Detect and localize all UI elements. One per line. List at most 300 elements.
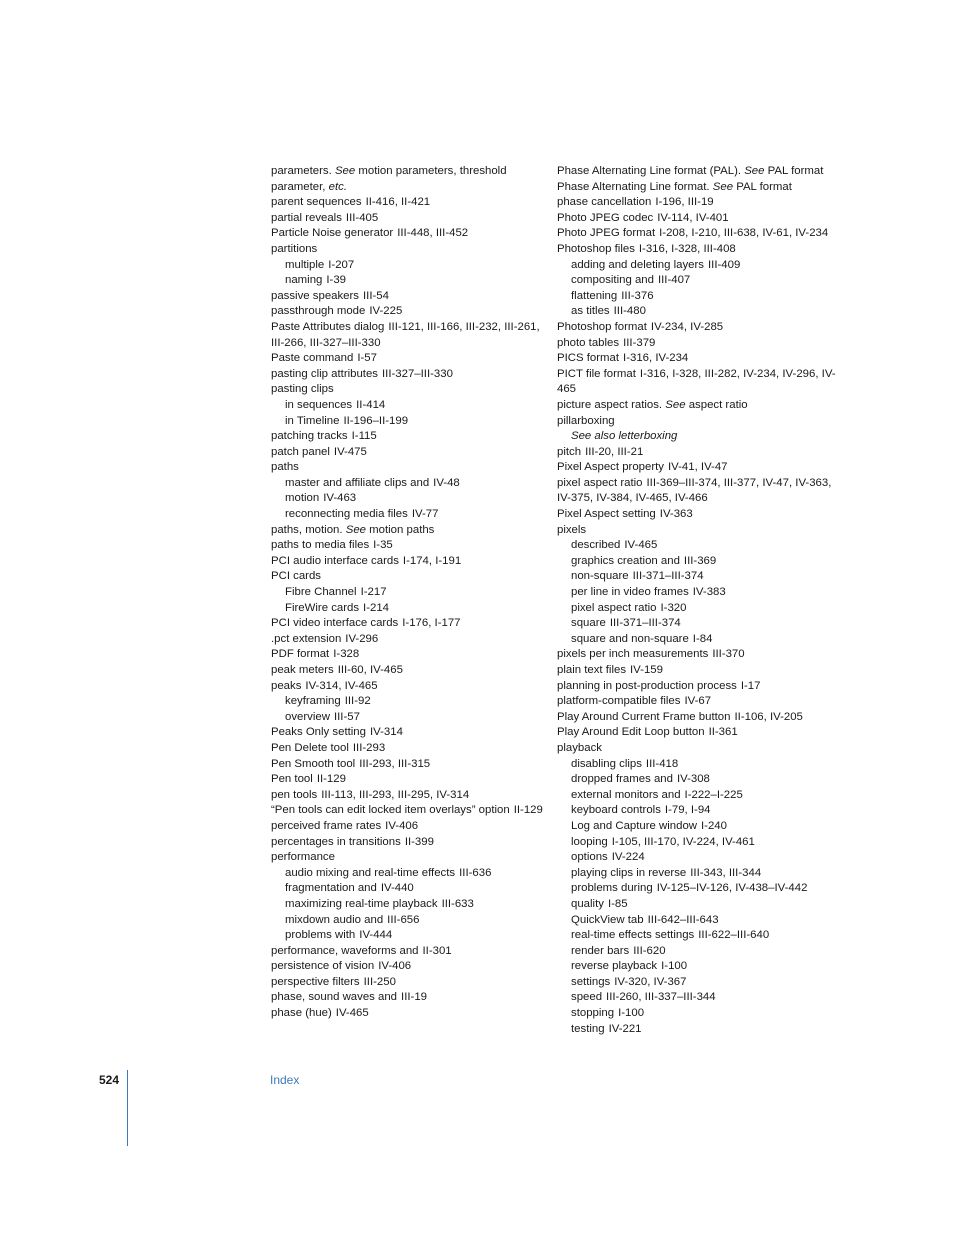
entry-text: PCI video interface cards [271, 617, 399, 630]
index-entry [557, 226, 847, 242]
entry-text: PCI cards [271, 570, 322, 583]
page-locator: IV-48 [433, 476, 460, 489]
entry-text: Phase Alternating Line format (PAL). [557, 165, 745, 177]
index-subentry [557, 881, 847, 897]
entry-text: audio mixing and real-time effects [285, 866, 456, 879]
entry-text: playing clips in reverse [571, 866, 687, 879]
page-locator: I-207 [328, 258, 355, 271]
page-locator: I-17 [740, 679, 761, 692]
index-column-right [557, 164, 847, 1037]
entry-text: performance, waveforms and [271, 944, 419, 957]
index-entry [271, 226, 556, 242]
index-subentry [557, 772, 847, 788]
index-subentry [271, 491, 556, 507]
page-locator: IV-314 [369, 726, 403, 739]
entry-text: persistence of vision [271, 960, 375, 973]
index-subentry [557, 835, 847, 851]
index-entry [557, 710, 847, 726]
index-entry [271, 959, 556, 975]
page-locator: III-369–III-374, III-377, IV-47, IV-363, IV-375, IV-384, IV-465, IV-466 [557, 476, 832, 505]
entry-text: speed [571, 991, 603, 1004]
index-subentry [557, 990, 847, 1006]
entry-text: performance [271, 851, 335, 864]
index-subentry [557, 289, 847, 305]
entry-text: See [744, 165, 765, 177]
index-entry [557, 663, 847, 679]
entry-text: Log and Capture window [571, 819, 698, 832]
entry-text: Particle Noise generator [271, 227, 394, 240]
index-entry [271, 647, 556, 663]
entry-text: Pixel Aspect setting [557, 508, 656, 521]
page-locator: IV-463 [323, 492, 357, 505]
entry-text: patch panel [271, 445, 330, 458]
index-subentry [271, 928, 556, 944]
index-subentry [557, 866, 847, 882]
index-subentry [557, 1022, 847, 1038]
page-locator: III-19 [401, 991, 427, 1004]
entry-text: maximizing real-time playback [285, 897, 438, 910]
page-locator: III-327–III-330 [382, 367, 453, 380]
entry-text: in Timeline [285, 414, 340, 427]
index-entry [557, 507, 847, 523]
index-subentry [271, 694, 556, 710]
index-entry [271, 1006, 556, 1022]
index-subentry [557, 975, 847, 991]
index-subentry [557, 928, 847, 944]
entry-text: Pen Smooth tool [271, 757, 356, 770]
index-subentry [271, 258, 556, 274]
index-entry [557, 398, 847, 414]
index-entry [271, 990, 556, 1006]
entry-text: pillarboxing [557, 414, 615, 427]
index-subentry [271, 585, 556, 601]
entry-text: Paste Attributes dialog [271, 320, 385, 333]
page-locator: IV-114, IV-401 [657, 211, 729, 224]
page-locator: IV-159 [630, 664, 663, 676]
page-locator: IV-406 [378, 960, 412, 973]
page-locator: I-100 [618, 1007, 645, 1020]
entry-text: perceived frame rates [271, 819, 382, 832]
entry-text: flattening [571, 289, 618, 302]
index-entry [271, 803, 556, 819]
entry-text: overview [285, 710, 330, 723]
index-entry [271, 725, 556, 741]
page-locator: IV-440 [380, 882, 414, 895]
entry-text: paths [271, 461, 299, 474]
page-locator: III-642–III-643 [647, 913, 719, 926]
page-locator: IV-296 [345, 632, 379, 645]
page-locator: III-54 [363, 289, 389, 302]
index-entry [557, 523, 847, 539]
page-locator: III-370 [712, 648, 745, 661]
index-entry [557, 164, 847, 180]
page-locator: II-301 [422, 944, 452, 957]
page-locator: IV-406 [385, 819, 419, 832]
entry-text: picture aspect ratios. [557, 398, 666, 411]
entry-text: Photoshop files [557, 242, 635, 255]
page-locator: IV-465 [624, 539, 658, 552]
page-locator: II-106, IV-205 [734, 710, 803, 723]
entry-text: “Pen tools can edit locked item overlays” option [271, 804, 510, 817]
index-entry [557, 460, 847, 476]
entry-text: PICT file format [557, 367, 636, 380]
index-subentry [557, 273, 847, 289]
entry-text: photo tables [557, 336, 620, 349]
index-entry [271, 975, 556, 991]
entry-text: pasting clip attributes [271, 367, 379, 380]
entry-text: peaks [271, 679, 302, 692]
page-locator: III-622–III-640 [698, 929, 770, 942]
index-entry [557, 180, 847, 196]
page-locator: III-92 [344, 695, 371, 708]
index-entry [271, 523, 556, 539]
entry-text: See [345, 523, 366, 536]
entry-text: Play Around Edit Loop button [557, 726, 705, 739]
entry-text: in sequences [285, 398, 353, 411]
entry-text: dropped frames and [571, 773, 673, 786]
index-entry [557, 647, 847, 663]
page-locator: I-174, I-191 [402, 554, 462, 567]
index-entry [557, 476, 847, 507]
index-subentry [271, 913, 556, 929]
page-locator: IV-67 [684, 695, 712, 708]
page-locator: I-217 [360, 586, 387, 599]
index-column-left [271, 164, 556, 1022]
index-entry [271, 663, 556, 679]
index-entry [557, 351, 847, 367]
page-locator: IV-320, IV-367 [614, 975, 687, 988]
index-entry [271, 741, 556, 757]
page-locator: IV-125–IV-126, IV-438–IV-442 [656, 882, 808, 895]
entry-text: problems during [571, 882, 653, 895]
entry-text: Phase Alternating Line format. [557, 180, 713, 193]
entry-text: Photo JPEG format [557, 227, 656, 240]
entry-text: planning in post-production process [557, 679, 737, 692]
index-subentry [557, 304, 847, 320]
entry-text: aspect ratio [685, 398, 748, 411]
page-locator: III-113, III-293, III-295, IV-314 [321, 788, 470, 801]
page-locator: IV-444 [359, 929, 393, 942]
page-locator: III-371–III-374 [609, 617, 681, 630]
index-entry [271, 819, 556, 835]
entry-text: pixel aspect ratio [571, 601, 657, 614]
page-locator: II-196–II-199 [343, 414, 409, 427]
index-subentry [557, 258, 847, 274]
page-locator: I-316, I-328, III-408 [638, 242, 736, 255]
page-locator: III-656 [387, 913, 420, 926]
page-locator: III-480 [613, 305, 646, 318]
index-entry [271, 445, 556, 461]
index-entry [557, 694, 847, 710]
index-entry [271, 554, 556, 570]
index-subentry [271, 414, 556, 430]
page-locator: IV-41, IV-47 [668, 461, 728, 474]
page-locator: IV-308 [676, 773, 710, 786]
entry-text: PICS format [557, 352, 620, 365]
entry-text: keyboard controls [571, 804, 661, 817]
index-entry [271, 351, 556, 367]
index-entry [557, 336, 847, 352]
entry-text: Pen tool [271, 773, 313, 786]
entry-text: QuickView tab [571, 913, 644, 926]
index-subentry [271, 866, 556, 882]
entry-text: playback [557, 741, 602, 754]
entry-text: peak meters [271, 664, 334, 676]
index-entry [557, 414, 847, 430]
entry-text: naming [285, 274, 323, 287]
entry-text: pixels [557, 523, 587, 536]
page-locator: III-60, IV-465 [337, 664, 403, 676]
entry-text: PAL format [733, 180, 792, 193]
index-entry [271, 429, 556, 445]
index-entry [557, 725, 847, 741]
index-entry [271, 569, 556, 585]
entry-text: paths to media files [271, 539, 370, 552]
index-subentry [557, 757, 847, 773]
entry-text: testing [571, 1022, 605, 1035]
entry-text: described [571, 539, 621, 552]
index-entry [271, 788, 556, 804]
index-entry [271, 835, 556, 851]
index-subentry [271, 507, 556, 523]
page-locator: III-293 [352, 741, 386, 754]
page-locator: I-328 [333, 648, 360, 661]
page-locator: I-208, I-210, III-638, IV-61, IV-234 [659, 227, 829, 240]
index-entry [557, 367, 847, 398]
index-entry [557, 679, 847, 695]
entry-text: reconnecting media files [285, 508, 408, 521]
index-subentry [557, 913, 847, 929]
page-locator: I-214 [363, 601, 390, 614]
index-entry [271, 460, 556, 476]
index-entry [271, 772, 556, 788]
entry-text: options [571, 851, 608, 864]
entry-text: phase (hue) [271, 1007, 332, 1020]
page-locator: I-79, I-94 [664, 804, 711, 817]
page-locator: I-316, I-328, III-282, IV-234, IV-296, IV-465 [557, 367, 836, 396]
entry-text: See [334, 165, 356, 177]
entry-text: Photoshop format [557, 320, 647, 333]
entry-text: passthrough mode [271, 305, 366, 318]
index-entry [557, 211, 847, 227]
page-locator: III-620 [633, 944, 666, 957]
page-locator: II-129 [316, 773, 346, 786]
entry-text: phase, sound waves and [271, 991, 398, 1004]
index-entry [271, 195, 556, 211]
entry-text: render bars [571, 944, 630, 957]
index-entry [271, 367, 556, 383]
entry-text: settings [571, 975, 611, 988]
entry-text: looping [571, 835, 608, 848]
entry-text: See [712, 180, 734, 193]
entry-text: stopping [571, 1007, 615, 1020]
index-entry [271, 242, 556, 258]
entry-text: .pct extension [271, 632, 342, 645]
page-locator: III-369 [683, 554, 717, 567]
entry-text: PAL format [764, 165, 824, 177]
entry-text: etc. [328, 180, 347, 193]
entry-text: square and non-square [571, 632, 689, 645]
page-number: 524 [99, 1073, 120, 1087]
page-locator: III-636 [459, 866, 492, 879]
index-entry [557, 242, 847, 258]
page-locator: I-115 [351, 430, 377, 443]
entry-text: patching tracks [271, 430, 348, 443]
entry-text: pen tools [271, 788, 318, 801]
entry-text: Fibre Channel [285, 586, 357, 599]
page-locator: I-57 [357, 352, 377, 365]
index-subentry [557, 1006, 847, 1022]
index-entry [557, 320, 847, 336]
entry-text: square [571, 617, 606, 630]
page-locator: III-293, III-315 [359, 757, 431, 770]
page-locator: II-361 [708, 726, 738, 739]
index-subentry [557, 554, 847, 570]
index-entry [271, 164, 556, 195]
index-subentry [557, 959, 847, 975]
index-entry [271, 944, 556, 960]
entry-text: platform-compatible files [557, 695, 681, 708]
page-locator: III-379 [623, 336, 656, 349]
entry-text: paths, motion. [271, 523, 346, 536]
index-subentry [557, 944, 847, 960]
page-locator: IV-314, IV-465 [305, 679, 378, 692]
index-entry [271, 289, 556, 305]
entry-text: pasting clips [271, 383, 334, 396]
index-subentry [557, 632, 847, 648]
entry-text: motion paths [366, 523, 435, 536]
page-locator: III-371–III-374 [632, 570, 704, 583]
entry-text: percentages in transitions [271, 835, 401, 848]
page-locator: I-84 [692, 632, 713, 645]
entry-text: perspective filters [271, 975, 360, 988]
entry-text: partial reveals [271, 211, 342, 224]
page-locator: II-399 [404, 835, 434, 848]
index-entry [557, 445, 847, 461]
index-subentry [271, 398, 556, 414]
index-entry [271, 757, 556, 773]
entry-text: adding and deleting layers [571, 258, 704, 271]
index-entry [271, 304, 556, 320]
page-locator: I-100 [661, 960, 688, 973]
entry-text: phase cancellation [557, 196, 652, 209]
index-subentry [557, 616, 847, 632]
page-locator: IV-77 [411, 508, 439, 521]
index-subentry [557, 429, 847, 445]
page-locator: IV-221 [608, 1022, 642, 1035]
page-locator: I-320 [660, 601, 687, 614]
page-locator: I-35 [373, 539, 393, 552]
index-subentry [557, 897, 847, 913]
entry-text: disabling clips [571, 757, 642, 770]
entry-text: Pen Delete tool [271, 741, 349, 754]
index-subentry [271, 273, 556, 289]
entry-text: Peaks Only setting [271, 726, 366, 739]
page-locator: III-418 [645, 757, 679, 770]
index-subentry [557, 538, 847, 554]
entry-text: pitch [557, 445, 582, 458]
page-locator: III-121, III-166, III-232, III-261, III-266, III-327–III-330 [271, 320, 540, 349]
entry-text: external monitors and [571, 788, 681, 801]
entry-text: See also letterboxing [571, 430, 678, 443]
page-locator: IV-465 [335, 1007, 369, 1020]
index-subentry [557, 569, 847, 585]
index-entry [271, 320, 556, 351]
page-locator: I-196, III-19 [655, 196, 714, 209]
index-subentry [271, 476, 556, 492]
page-locator: I-316, IV-234 [623, 352, 689, 365]
index-subentry [271, 881, 556, 897]
index-entry [557, 195, 847, 211]
entry-text: parent sequences [271, 196, 362, 209]
page-locator: III-57 [333, 710, 360, 723]
page-locator: IV-224 [611, 851, 645, 864]
entry-text: pixels per inch measurements [557, 648, 709, 661]
footer-section-title: Index [270, 1073, 300, 1087]
index-entry [271, 850, 556, 866]
index-subentry [557, 819, 847, 835]
entry-text: mixdown audio and [285, 913, 384, 926]
entry-text: Paste command [271, 352, 354, 365]
page-locator: III-405 [345, 211, 379, 224]
index-entry [271, 211, 556, 227]
footer-divider [127, 1070, 128, 1146]
page-locator: IV-363 [659, 508, 693, 521]
entry-text: motion parameters, threshold parameter, [271, 165, 507, 193]
entry-text: motion [285, 492, 320, 505]
entry-text: Pixel Aspect property [557, 461, 664, 474]
entry-text: reverse playback [571, 960, 658, 973]
page-locator: I-222–I-225 [684, 788, 743, 801]
entry-text: as titles [571, 305, 610, 318]
page-locator: IV-383 [692, 586, 726, 599]
page-locator: I-240 [701, 819, 727, 832]
page-locator: IV-475 [333, 445, 367, 458]
entry-text: real-time effects settings [571, 929, 695, 942]
page-locator: III-448, III-452 [397, 227, 469, 240]
index-subentry [271, 897, 556, 913]
page-locator: II-129 [513, 804, 543, 817]
page-locator: III-407 [657, 274, 691, 287]
entry-text: compositing and [571, 274, 654, 287]
page-locator: I-85 [607, 897, 628, 910]
index-entry [557, 741, 847, 757]
entry-text: PDF format [271, 648, 330, 661]
entry-text: Play Around Current Frame button [557, 710, 731, 723]
page-locator: III-250 [363, 975, 396, 988]
index-entry [271, 616, 556, 632]
page-locator: III-260, III-337–III-344 [606, 991, 716, 1004]
page-locator: III-343, III-344 [690, 866, 762, 879]
page-locator: III-20, III-21 [585, 445, 644, 458]
page-locator: IV-234, IV-285 [650, 320, 724, 333]
entry-text: quality [571, 897, 604, 910]
page-locator: III-409 [708, 258, 741, 271]
entry-text: fragmentation and [285, 882, 377, 895]
entry-text: passive speakers [271, 289, 360, 302]
page-locator: III-633 [441, 897, 474, 910]
entry-text: Photo JPEG codec [557, 211, 654, 224]
entry-text: problems with [285, 929, 356, 942]
page-locator: II-416, II-421 [365, 196, 431, 209]
entry-text: multiple [285, 258, 325, 271]
index-subentry [271, 601, 556, 617]
index-entry [271, 382, 556, 398]
page-locator: IV-225 [369, 305, 403, 318]
page-locator: III-376 [621, 289, 654, 302]
index-subentry [557, 850, 847, 866]
index-subentry [557, 788, 847, 804]
